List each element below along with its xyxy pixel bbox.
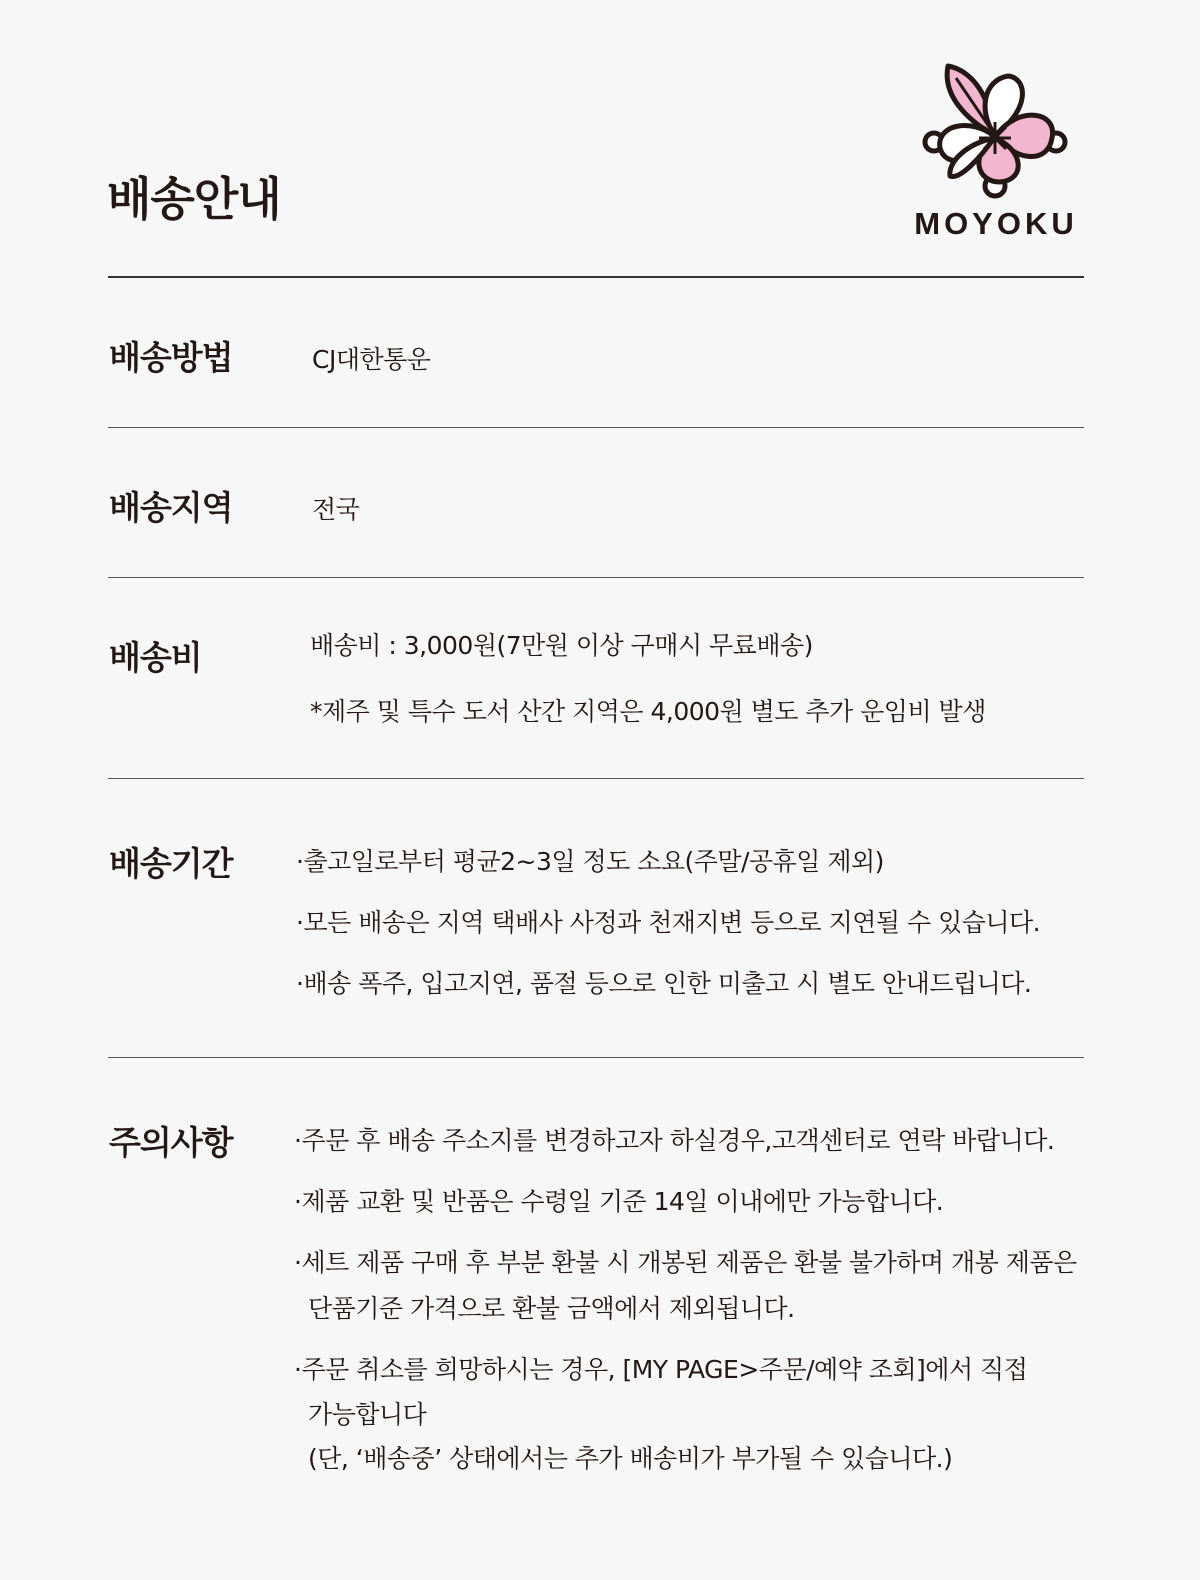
notice-line: (단, ‘배송중’ 상태에서는 추가 배송비가 부가될 수 있습니다.) <box>308 1444 953 1473</box>
divider <box>108 1057 1084 1058</box>
brand-name: MOYOKU <box>914 206 1078 241</box>
divider <box>108 577 1084 578</box>
notice-line: ·제품 교환 및 반품은 수령일 기준 14일 이내에만 가능합니다. <box>294 1187 944 1216</box>
fee-line: *제주 및 특수 도서 산간 지역은 4,000원 별도 추가 운임비 발생 <box>310 697 986 726</box>
flower-icon <box>920 58 1070 204</box>
notice-label: 주의사항 <box>109 1123 233 1162</box>
fee-label: 배송비 <box>109 638 202 677</box>
period-line: ·모든 배송은 지역 택배사 사정과 천재지변 등으로 지연될 수 있습니다. <box>296 908 1041 937</box>
notice-line: 가능합니다 <box>308 1400 427 1429</box>
page-title: 배송안내 <box>107 172 281 226</box>
region-value: 전국 <box>312 495 360 524</box>
method-value: CJ대한통운 <box>312 345 431 374</box>
divider <box>108 778 1084 779</box>
divider <box>108 276 1084 278</box>
notice-line: 단품기준 가격으로 환불 금액에서 제외됩니다. <box>308 1294 795 1323</box>
fee-line: 배송비 : 3,000원(7만원 이상 구매시 무료배송) <box>310 631 813 660</box>
region-label: 배송지역 <box>109 488 233 527</box>
period-label: 배송기간 <box>109 844 233 883</box>
period-line: ·출고일로부터 평균2~3일 정도 소요(주말/공휴일 제외) <box>296 847 884 876</box>
brand-logo <box>910 58 1082 242</box>
notice-line: ·주문 취소를 희망하시는 경우, [MY PAGE>주문/예약 조회]에서 직접 <box>294 1355 1028 1384</box>
period-line: ·배송 폭주, 입고지연, 품절 등으로 인한 미출고 시 별도 안내드립니다. <box>296 969 1032 998</box>
method-label: 배송방법 <box>109 338 233 377</box>
divider <box>108 427 1084 428</box>
notice-line: ·주문 후 배송 주소지를 변경하고자 하실경우,고객센터로 연락 바랍니다. <box>294 1126 1055 1155</box>
notice-line: ·세트 제품 구매 후 부분 환불 시 개봉된 제품은 환불 불가하며 개봉 제품은 <box>294 1248 1077 1277</box>
